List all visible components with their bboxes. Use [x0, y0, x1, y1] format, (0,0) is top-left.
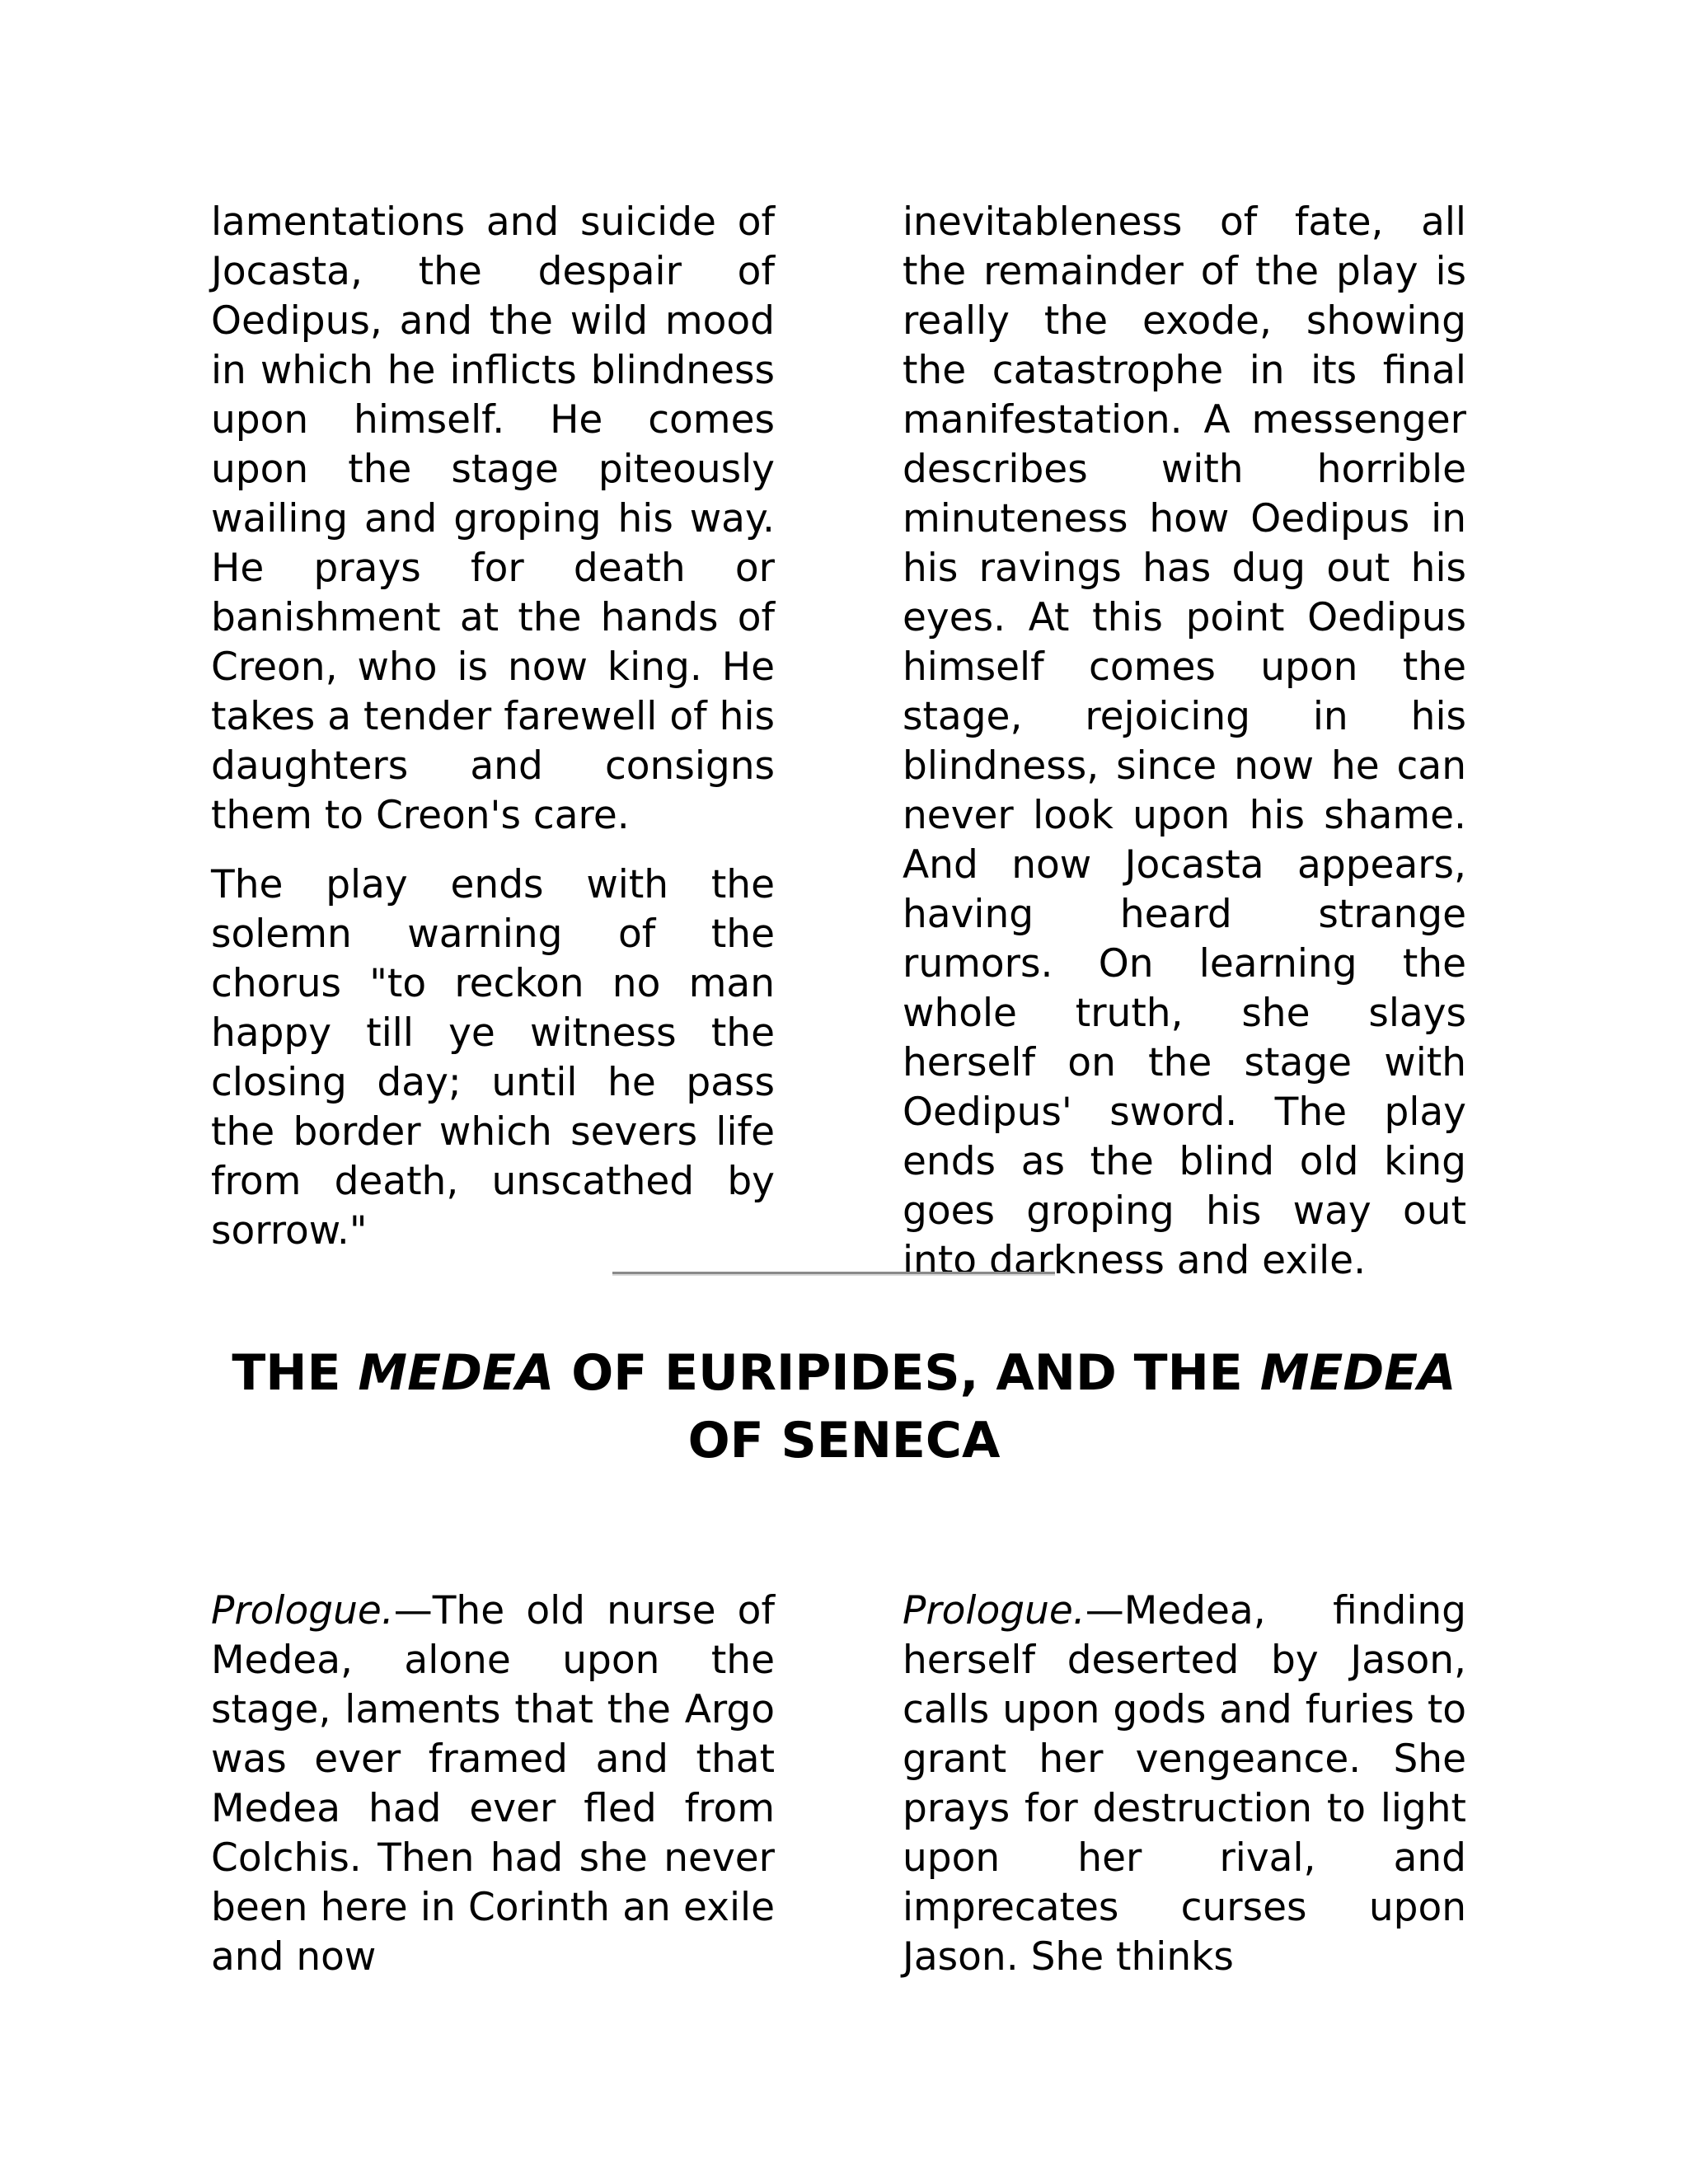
prologue-label: Prologue.: [903, 1588, 1085, 1633]
title-text-italic: MEDEA: [358, 1344, 555, 1402]
paragraph: The play ends with the solemn warning of the chorus "to reckon no man happy till ye witness the closing day; until he pass the border which severs life from death, unscathed by sorrow.": [211, 862, 775, 1254]
section-divider: [612, 1272, 1055, 1276]
paragraph-text: —Medea, finding herself deserted by Jason, calls upon gods and furies to grant her vengeance. She prays for destruction to light upon her rival, and imprecates curses upon Jason. She thinks: [903, 1588, 1466, 1980]
top-left-column: [211, 198, 775, 1256]
prologue-label: Prologue.: [211, 1588, 394, 1633]
title-text-italic: MEDEA: [1259, 1344, 1456, 1402]
title-text: OF EURIPIDES, AND THE: [554, 1344, 1260, 1402]
paragraph: [211, 1586, 775, 1982]
bottom-right-column: [903, 1586, 1466, 1982]
title-text: OF SENECA: [687, 1412, 1001, 1469]
paragraph: lamentations and suicide of Jocasta, the despair of Oedipus, and the wild mood in which he inflicts blindness upon himself. He comes upon the stage piteously wailing and groping his way. He prays for death or banishment at the hands of Creon, who is now king. He takes a tender farewell of his daughters and consigns them to Creon's care.: [211, 199, 775, 838]
paragraph: inevitableness of fate, all the remainder of the play is really the exode, showing the catastrophe in its final manifestation. A messenger describes with horrible minuteness how Oedipus in his ravings has dug out his eyes. At this point Oedipus himself comes upon the stage, rejoicing in his blindness, since now he can never look upon his shame. And now Jocasta appears, having heard strange rumors. On learning the whole truth, she slays herself on the stage with Oedipus' sword. The play ends as the blind old king goes groping his way out into darkness and exile.: [903, 199, 1466, 1283]
title-text: THE: [232, 1344, 359, 1402]
bottom-left-column: [211, 1586, 775, 1982]
paragraph-text: —The old nurse of Medea, alone upon the stage, laments that the Argo was ever framed and that Medea had ever fled from Colchis. Then had she never been here in Corinth an exile and now: [211, 1588, 775, 1980]
top-right-column: [903, 198, 1466, 1286]
paragraph: [903, 1586, 1466, 1982]
chapter-title: [165, 1339, 1523, 1474]
